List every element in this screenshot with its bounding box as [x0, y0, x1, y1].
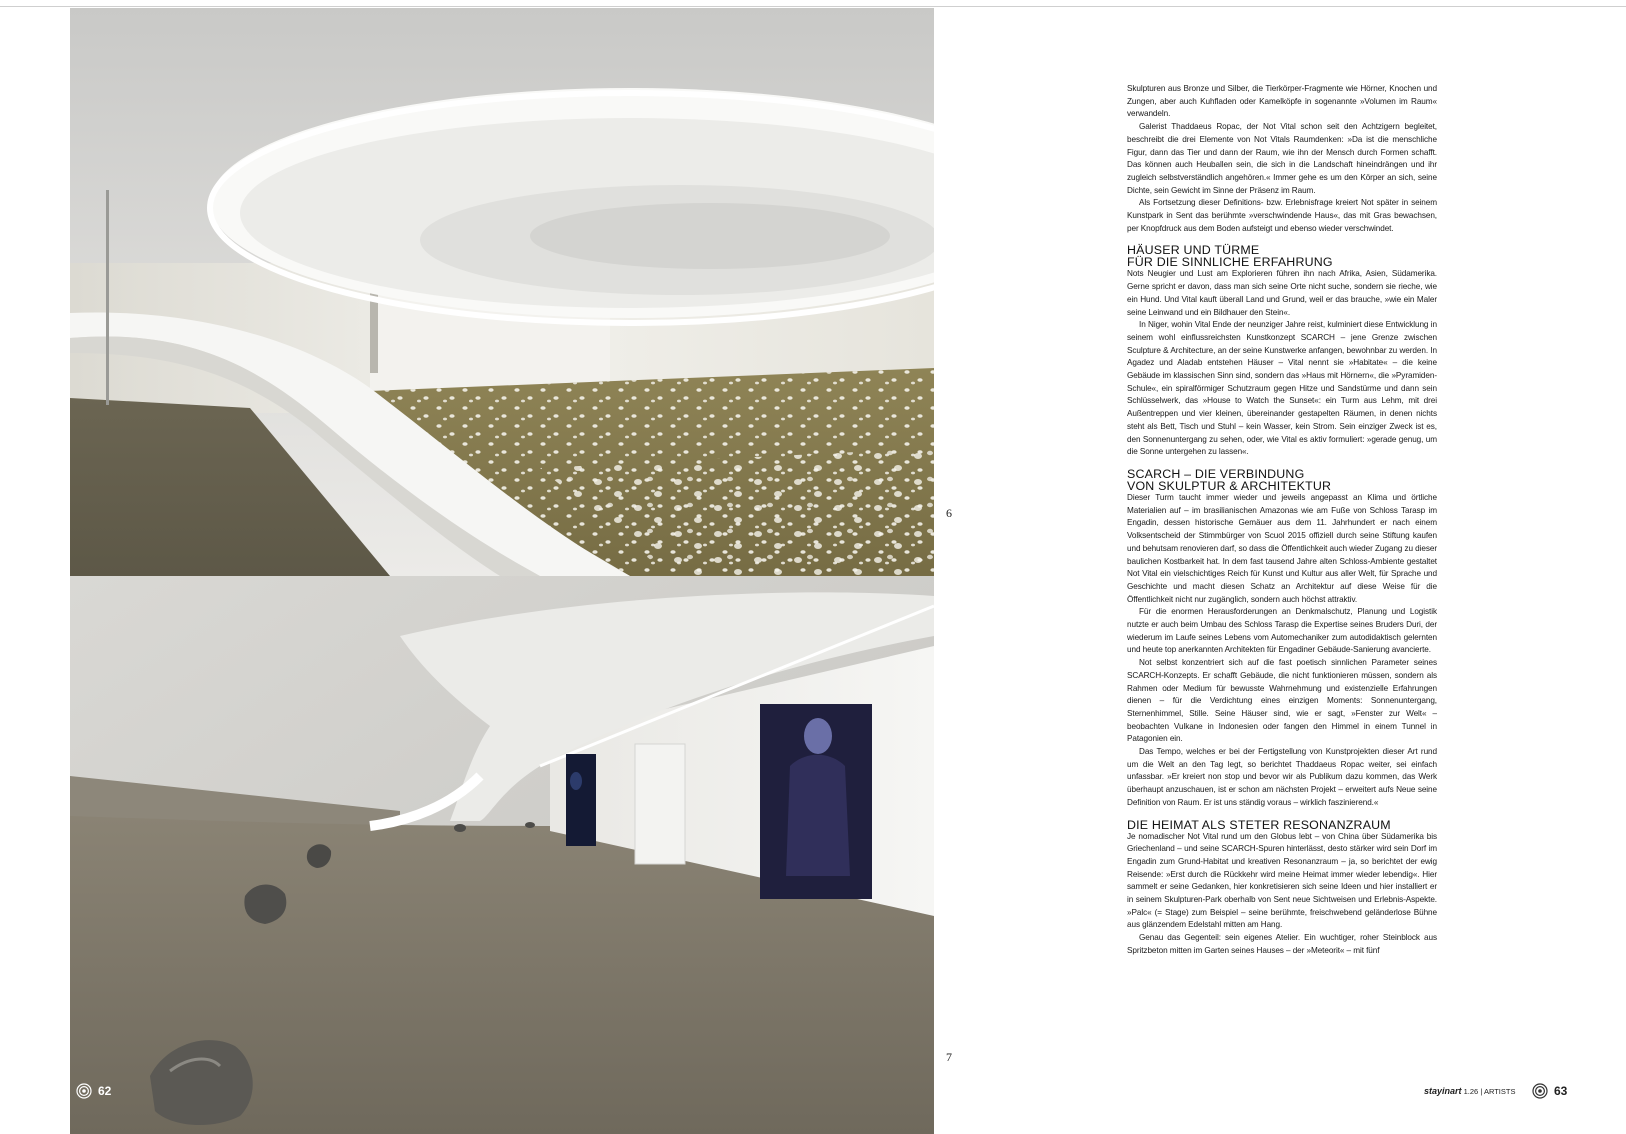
figure-number-7: 7	[946, 1050, 952, 1064]
paragraph: Als Fortsetzung dieser Definitions- bzw. Erlebnisfrage kreiert Not später in seinem Kunstpark in Sent das berühmte »verschwindende Haus«, das mit Gras bewachsen, per Knopfdruck aus dem Boden aufsteigt und ebenso wieder verschwindet.	[1127, 198, 1437, 233]
magazine-footer: stayinart 1.26 | ARTISTS	[1424, 1086, 1516, 1096]
page-top-rule	[0, 6, 1626, 7]
paragraph: Dieser Turm taucht immer wieder und jeweils angepasst an Klima und örtliche Materialien auf – im brasilianischen Amazonas wie am Fuße von Schloss Tarasp im Engadin, dessen historische Gemäuer aus dem 11. Jahrhundert er nach einem Volksentscheid der Stimmbürger von Scuol 2015 offiziell durch seine Stiftung kaufen und behutsam renovieren darf, so dass die Öffentlichkeit auch wieder Zugang zu dieser baulichen Kostbarkeit hat. In dem fast tausend Jahre alten Schloss-Ambiente gestaltet Not Vital ein vielschichtiges Reich für Kunst und Kultur aus aller Welt, für Sprache und Geschichte und macht diesen Schatz an Architektur auf diese Weise für die Öffentlichkeit nicht nur zugänglich, sondern auch höchst attraktiv.	[1127, 492, 1437, 604]
page-number-left	[76, 1083, 111, 1099]
section-name: ARTISTS	[1483, 1087, 1516, 1096]
paragraph: Skulpturen aus Bronze und Silber, die Tierkörper-Fragmente wie Hörner, Knochen und Zungen, aber auch Kuhfladen oder Kamelköpfe in sogenannte »Volumen im Raum« verwandeln.	[1127, 84, 1437, 119]
paragraph: Je nomadischer Not Vital rund um den Globus lebt – von China über Südamerika bis Griechenland – und seine SCARCH-Spuren hinterlässt, desto stärker wird sein Dorf im Engadin zum Grund-Habitat und kreativen Resonanzraum – ja, so berichtet der ewig Reisende: »Erst durch die Rückkehr wird meine Heimat immer wieder lebendig«. Hier sammelt er seine Gedanken, hier konkretisieren sich seine Ideen und hier installiert er in seinem Skulpturen-Park oberhalb von Sent neue Sichtweisen und Erlebnis-Aspekte. »Palc« (= Stage) zum Beispiel – seine berühmte, freischwebend geländerlose Bühne aus glänzendem Edelstahl mitten am Hang.	[1127, 831, 1437, 930]
paragraph: Galerist Thaddaeus Ropac, der Not Vital schon seit den Achtzigern begleitet, beschreibt die drei Elemente von Not Vitals Raumdenken: »Da ist die menschliche Figur, dann das Tier und dann der Raum, wie ihn der Mensch durch Formen schafft. Das können auch Heuballen sein, die sich in die Landschaft hineindrängen und ihr zugleich selbstverständlich angehören.« Immer gehe es um den Körper an sich, seine Dichte, sein Gewicht im Sinne der Präsenz im Raum.	[1127, 122, 1437, 195]
heading-line: SCARCH – DIE VERBINDUNG	[1127, 466, 1305, 481]
paragraph: Nots Neugier und Lust am Explorieren führen ihn nach Afrika, Asien, Südamerika. Gerne spricht er davon, dass man sich seine Orte nicht suche, sondern sie rieche, wie ein Hund. Und Vital kauft überall Land und Grund, weil er das brauche, »wie ein Maler seine Leinwand und ein Bildhauer den Stein«.	[1127, 269, 1437, 317]
paragraph: In Niger, wohin Vital Ende der neunziger Jahre reist, kulminiert diese Entwicklung in seinem wohl einflussreichsten Kunstkonzept SCARCH – jene Grenze zwischen Sculpture & Architecture, an der seine Kunstwerke anfangen, bewohnbar zu werden. In Agadez und Aladab entstehen Häuser – Vital nennt sie »Habitate« – die keine Gebäude im klassischen Sinn sind, sondern das »Haus mit Hörnern«, die »Pyramiden-Schule«, ein spiralförmiger Schutzraum gegen Hitze und Sandstürme und dann sein Schlüsselwerk, das »House to Watch the Sunset«: ein Turm aus Lehm, mit drei Außentreppen und vier kleinen, übereinander gestapelten Räumen, in denen nichts steht als Bett, Tisch und Stuhl – kein Wasser, kein Strom. Sein einziger Zweck ist es, den Sonnenuntergang zu sehen, oder, wie Vital es aktiv formuliert: »gerade genug, um die Sonne untergehen zu lassen«.	[1127, 320, 1437, 457]
paragraph: Das Tempo, welches er bei der Fertigstellung von Kunstprojekten dieser Art rund um die Welt an den Tag legt, so berichtet Thaddaeus Ropac weiter, sei einfach unfassbar. »Er kreiert non stop und bevor wir als Publikum dazu kommen, das Werk überhaupt anzuschauen, ist er schon am nächsten Projekt – erweitert aufs Neue seine Definition von Raum. Er ist uns ständig voraus – wirklich faszinierend.«	[1127, 747, 1437, 807]
gallery-photo-bottom	[70, 576, 934, 1134]
brand-name: stayinart	[1424, 1086, 1462, 1096]
gallery-photo-top	[70, 8, 934, 576]
paragraph: Für die enormen Herausforderungen an Denkmalschutz, Planung und Logistik nutzte er auch beim Umbau des Schloss Tarasp die Expertise seines Bruders Duri, der wiederum im Laufe seines Lebens vom Automechaniker zum autodidaktisch gelernten und heute top anerkannten Architekten für Engadiner Gebäude-Sanierung avancierte.	[1127, 607, 1437, 655]
stayinart-logo-icon	[76, 1083, 92, 1099]
section-heading	[1127, 468, 1437, 492]
page-number-left-text: 62	[98, 1084, 112, 1098]
page-number-right	[1532, 1083, 1567, 1099]
section-heading	[1127, 244, 1437, 268]
heading-line: VON SKULPTUR & ARCHITEKTUR	[1127, 478, 1332, 493]
issue-number: 1.26	[1463, 1087, 1479, 1096]
heading-line: DIE HEIMAT ALS STETER RESONANZRAUM	[1127, 817, 1391, 832]
section-heading	[1127, 819, 1437, 831]
figure-number-6: 6	[946, 506, 952, 520]
paragraph: Not selbst konzentriert sich auf die fast poetisch sinnlichen Parameter seines SCARCH-Konzepts. Er schafft Gebäude, die nicht funktionieren müssen, sondern als Rahmen oder Medium für bewusste Wahrnehmung und existenzielle Erfahrungen dienen – für die Verdichtung eines einzigen Moments: Sonnenuntergang, Sternenhimmel, Stille. Seine Häuser sind, wie er sagt, »Fenster zur Welt« – beobachten Vulkane in Indonesien oder fangen den Himmel in einem Tunnel in Patagonien ein.	[1127, 658, 1437, 744]
paragraph: Genau das Gegenteil: sein eigenes Atelier. Ein wuchtiger, roher Steinblock aus Spritzbeton mitten im Garten seines Hauses – der »Meteorit« – mit fünf	[1127, 933, 1437, 955]
stayinart-logo-icon	[1532, 1083, 1548, 1099]
article-column	[1127, 83, 1437, 1078]
page-number-right-text: 63	[1554, 1084, 1568, 1098]
heading-line: HÄUSER UND TÜRME	[1127, 243, 1260, 258]
heading-line: FÜR DIE SINNLICHE ERFAHRUNG	[1127, 255, 1333, 270]
